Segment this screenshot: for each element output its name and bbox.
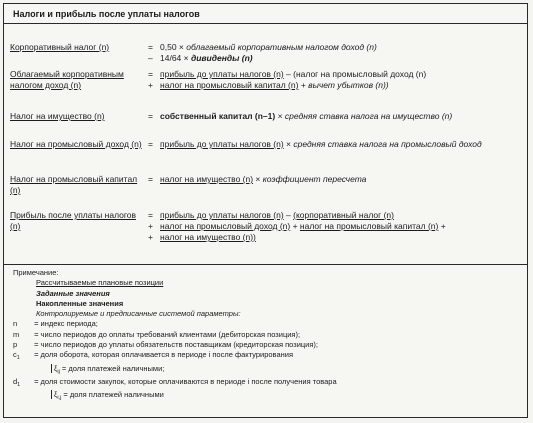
variable-subscript: i,j xyxy=(57,395,62,402)
formula-term: – xyxy=(283,210,294,220)
variable-definition xyxy=(13,364,337,377)
variable-symbol: n xyxy=(13,319,18,329)
formula-label: Налог на имущество (n) xyxy=(10,111,105,121)
formula-label: Налог на промысловый капитал (n) xyxy=(10,174,138,195)
formula-term: 0,50 × xyxy=(160,42,187,52)
formula-label: Корпоративный налог (n) xyxy=(10,42,110,52)
variable-symbol: $\xi_{ij}$ xyxy=(51,364,60,373)
formula-term: + xyxy=(438,221,446,231)
formula-term: (корпоративный налог (n) xyxy=(293,210,394,220)
formula-term: прибыль до уплаты налогов (n) xyxy=(160,210,284,220)
operator-symbol: = xyxy=(148,42,153,52)
formula-term: собственный капитал (n–1) xyxy=(160,111,276,121)
operator-symbol: + xyxy=(148,80,153,90)
definition-text: = доля оборота, которая оплачивается в периоде i после фактурирования xyxy=(32,350,294,360)
legend-item xyxy=(13,278,337,288)
formula-expression xyxy=(148,69,527,91)
operator-symbol: = xyxy=(148,69,153,79)
formula-term: налог на промысловый капитал (n) xyxy=(299,221,439,231)
variable-subscript: ij xyxy=(57,368,60,375)
formula-line xyxy=(148,53,527,64)
formula-line xyxy=(148,80,527,91)
variable-symbol: $c_1$ xyxy=(13,350,20,362)
formula-line xyxy=(148,42,527,53)
definition-text: = доля платежей наличными xyxy=(61,390,164,400)
notes-heading: Примечание: xyxy=(13,268,59,277)
formula-term: облагаемый корпоративным налогом доход (n) xyxy=(186,42,377,52)
formula-term: × xyxy=(283,139,294,149)
formula-term: налог на имущество (n)) xyxy=(160,232,256,242)
formula-expression xyxy=(148,111,527,122)
formula-line xyxy=(148,221,527,232)
variable-definition xyxy=(13,340,337,350)
formula-term: вычет убытков (n)) xyxy=(308,80,389,90)
operator-symbol: + xyxy=(148,221,153,231)
operator-symbol: = xyxy=(148,111,153,121)
formula-line xyxy=(148,111,527,122)
variable-definition xyxy=(13,319,337,329)
formula-line xyxy=(148,139,527,150)
formula-term: прибыль до уплаты налогов (n) xyxy=(160,69,284,79)
formula-term: Заданные значения xyxy=(36,288,110,298)
formula-term: средняя ставка налога на имущество (n) xyxy=(284,111,453,121)
formula-line xyxy=(148,69,527,80)
formula-line xyxy=(148,174,527,185)
variable-definition xyxy=(13,350,337,363)
legend-item xyxy=(13,309,337,319)
operator-symbol: = xyxy=(148,210,153,220)
formula-term: прибыль до уплаты налогов (n) xyxy=(160,139,284,149)
formula-term: дивиденды (n) xyxy=(190,53,253,63)
operator-symbol: = xyxy=(148,174,153,184)
formula-term: коэффициент пересчета xyxy=(262,174,367,184)
formula-expression xyxy=(148,210,527,243)
page-title: Налоги и прибыль после уплаты налогов xyxy=(13,9,200,19)
notes-section xyxy=(13,268,337,404)
formula-term: средняя ставка налога на промысловый доход xyxy=(293,139,482,149)
formula-line xyxy=(148,232,527,243)
formula-term: 14/64 × xyxy=(160,53,191,63)
variable-definition xyxy=(13,330,337,340)
formula-term: × xyxy=(275,111,285,121)
formula-line xyxy=(148,210,527,221)
definition-text: = доля платежей наличными; xyxy=(59,363,165,373)
formula-term: налог на имущество (n) xyxy=(160,174,254,184)
formula-term: + xyxy=(290,221,300,231)
variable-definition xyxy=(13,390,337,403)
variable-definition xyxy=(13,377,337,390)
formula-term: Рассчитываемые плановые позиции xyxy=(36,278,164,288)
formula-label: Налог на промысловый доход (n) xyxy=(10,139,142,149)
formula-label: Прибыль после уплаты налогов (n) xyxy=(10,210,137,231)
formula-term: + xyxy=(298,80,309,90)
definition-text: = доля стоимости закупок, которые оплачиваются в периоде i после получения товара xyxy=(32,376,337,386)
operator-symbol: = xyxy=(148,139,153,149)
operator-symbol: – xyxy=(148,53,153,63)
variable-symbol: $d_1$ xyxy=(13,376,21,388)
operator-symbol: + xyxy=(148,232,153,242)
formula-expression xyxy=(148,174,527,185)
legend-item xyxy=(13,299,337,309)
formula-term: – (налог на промысловый доход (n) xyxy=(283,69,427,79)
definition-text: = число периодов до уплаты обязательств поставщикам (кредиторская позиция); xyxy=(32,340,319,350)
formula-term: Контролируемые и предписанные системой параметры: xyxy=(36,309,241,319)
formula-term: налог на промысловый капитал (n) xyxy=(160,80,299,90)
formula-expression xyxy=(148,42,527,64)
legend-item xyxy=(13,289,337,299)
definition-text: = индекс периода; xyxy=(32,319,98,329)
variable-subscript: 1 xyxy=(17,381,21,388)
formula-label: Облагаемый корпоративным налогом доход (n) xyxy=(10,69,124,90)
variable-symbol: m xyxy=(13,329,20,339)
title-divider xyxy=(4,23,527,24)
variable-symbol: $\xi_{i,j}$ xyxy=(51,390,61,399)
variable-symbol: p xyxy=(13,340,18,350)
variable-subscript: 1 xyxy=(16,355,20,362)
definition-text: = число периодов до оплаты требований клиентами (дебиторская позиция); xyxy=(32,329,301,339)
formula-term: × xyxy=(253,174,263,184)
formula-expression xyxy=(148,139,527,150)
formula-term: налог на промысловый доход (n) xyxy=(160,221,291,231)
formula-term: Накопленные значения xyxy=(36,298,124,308)
